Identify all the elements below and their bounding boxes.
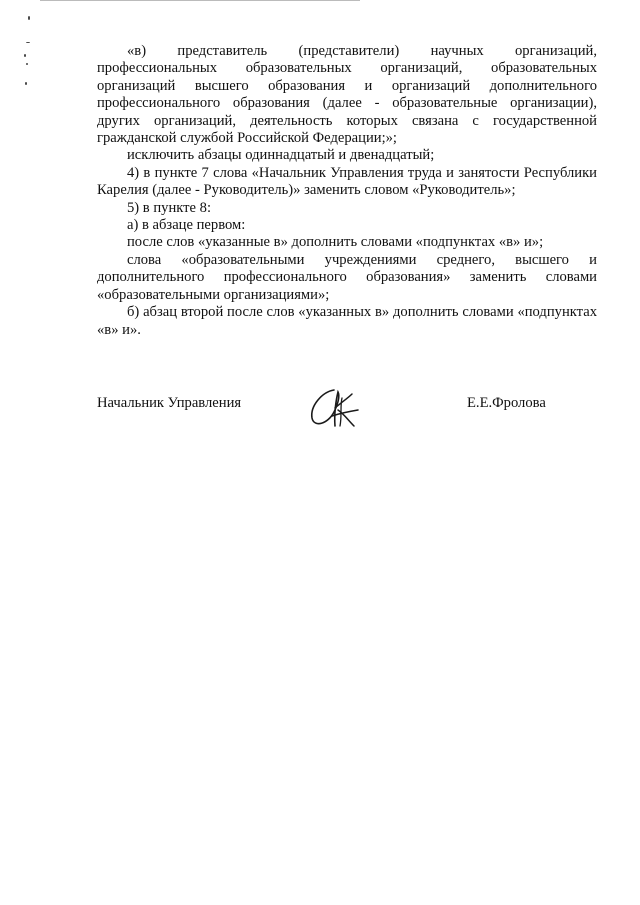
paragraph-item-5b: б) абзац второй после слов «указанных в» дополнить словами «подпунктах «в» и». [97, 304, 597, 338]
document-body [97, 43, 597, 339]
scan-artifacts [14, 10, 34, 90]
signatory-name: Е.Е.Фролова [467, 395, 546, 411]
paragraph-after-words: после слов «указанные в» дополнить словами «подпунктах «в» и»; [127, 234, 544, 251]
handwritten-signature [304, 386, 366, 430]
scan-top-edge [40, 0, 360, 1]
signature-block [97, 386, 597, 430]
signatory-position: Начальник Управления [97, 395, 242, 411]
paragraph-item-5a: а) в абзаце первом: [127, 217, 246, 234]
paragraph-item-4: 4) в пункте 7 слова «Начальник Управления труда и занятости Республики Карелия (далее - Руководитель)» заменить словом «Руководитель»; [97, 164, 597, 199]
paragraph-item-5: 5) в пункте 8: [127, 199, 212, 216]
paragraph-subclause-v: «в) представитель (представители) научных организаций, профессиональных образовательных организаций, образовательных организаций высшего образования и организаций дополнительного профессионального образования (далее - образовательные организации), других организаций, деятельность которых связана с государственной гражданской службой Российской Федерации;»; [97, 43, 597, 147]
paragraph-exclude-clauses: исключить абзацы одиннадцатый и двенадцатый; [127, 147, 435, 164]
paragraph-replace-words: слова «образовательными учреждениями среднего, высшего и дополнительного профессионального образования» заменить словами «образовательными организациями»; [97, 251, 597, 303]
